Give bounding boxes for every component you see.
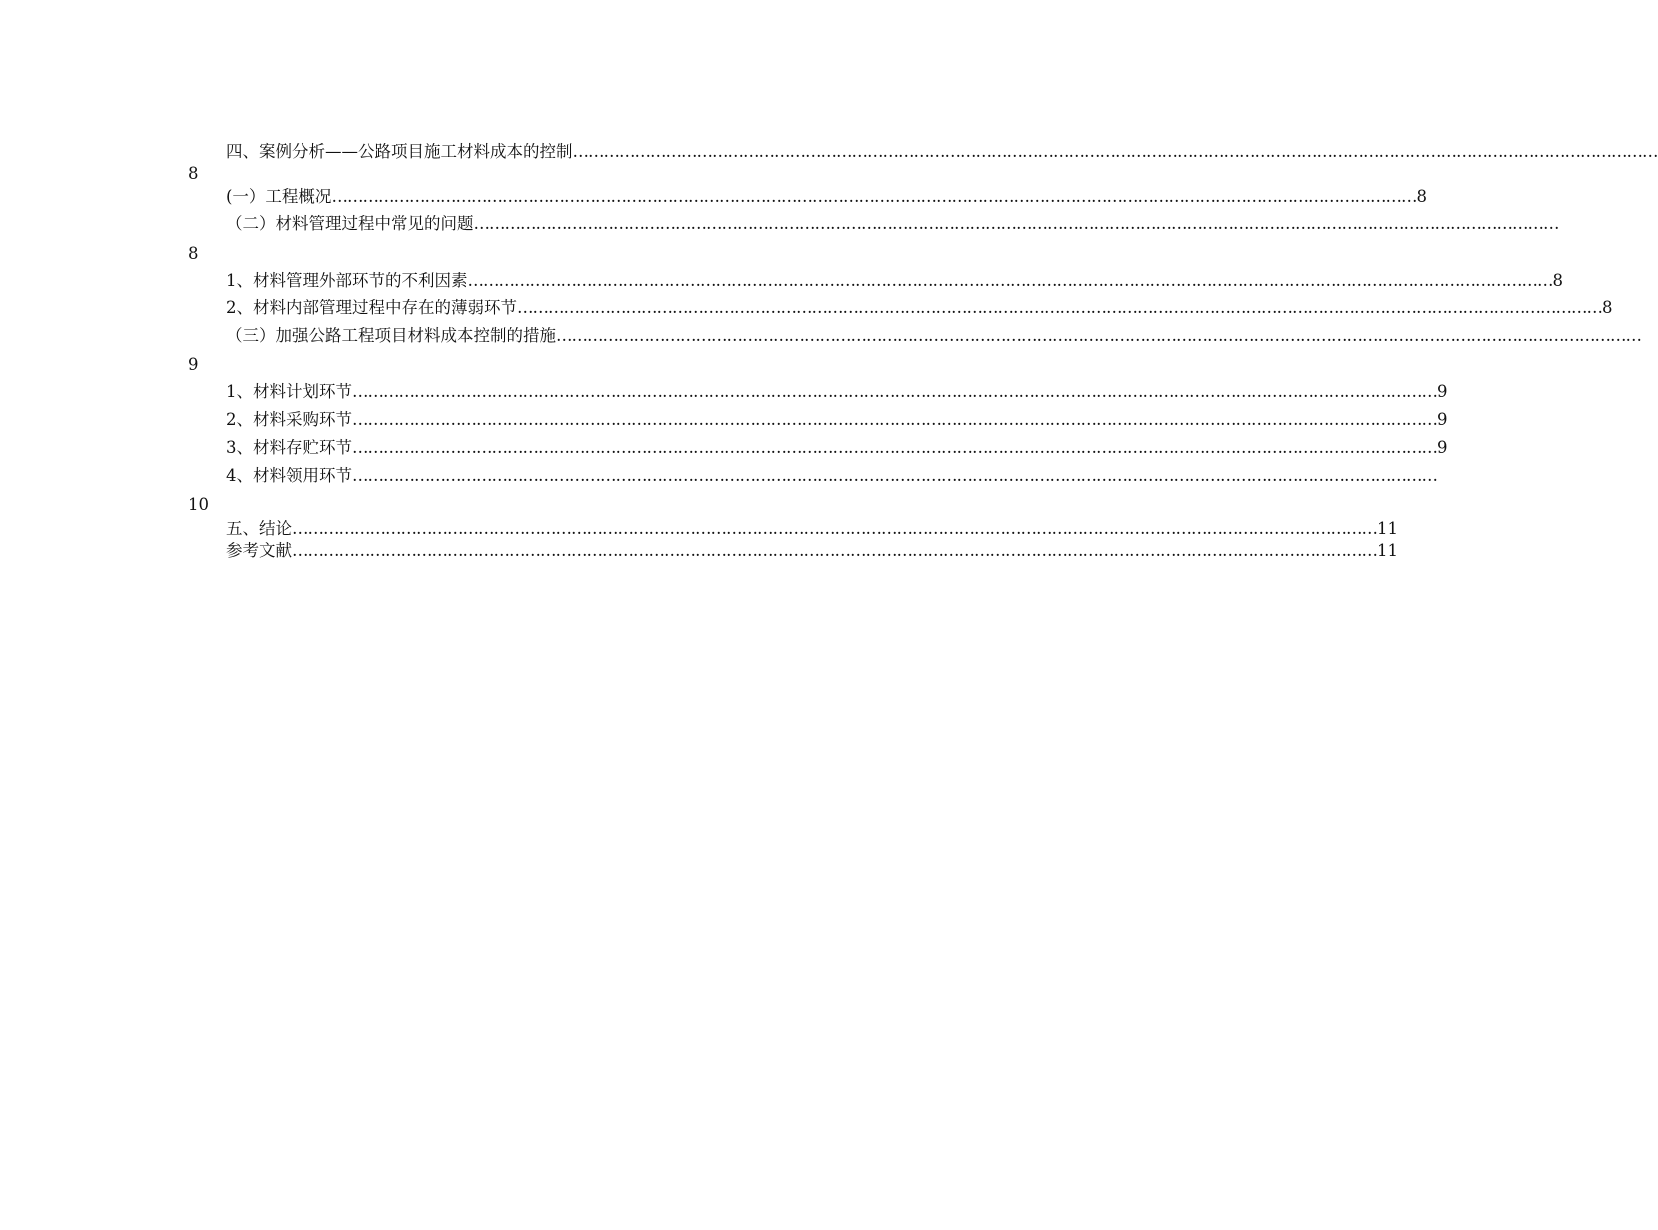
toc-entry-material-purchasing[interactable] — [226, 409, 1448, 431]
toc-leader-dots: ………………………………………………………………………………………………………………………………………………………………………………………… — [331, 187, 1417, 206]
toc-entry-material-requisition[interactable] — [226, 465, 1437, 487]
toc-leader-dots: ………………………………………………………………………………………………………………………………………………………………………………………… — [352, 466, 1437, 485]
toc-entry-title: （三）加强公路工程项目材料成本控制的措施 — [226, 326, 556, 345]
toc-entry-external-factors[interactable] — [226, 270, 1563, 292]
toc-page-number: 8 — [1552, 271, 1563, 290]
toc-entry-project-overview[interactable] — [226, 186, 1427, 208]
toc-leader-dots: ………………………………………………………………………………………………………………………………………………………………………………………… — [292, 541, 1377, 560]
toc-entry-references[interactable] — [226, 540, 1398, 562]
toc-page-number: 9 — [1437, 438, 1448, 457]
toc-page-number: 11 — [1377, 541, 1398, 560]
toc-entry-material-storage[interactable] — [226, 437, 1448, 459]
toc-entry-internal-weak-links[interactable] — [226, 297, 1613, 319]
toc-entry-control-measures[interactable] — [226, 325, 1641, 347]
toc-page-number: 8 — [1602, 298, 1613, 317]
toc-entry-title: 4、材料领用环节 — [226, 466, 352, 485]
toc-page-number: 11 — [1377, 519, 1398, 538]
toc-entry-title: (一）工程概况 — [226, 187, 332, 206]
toc-entry-material-planning[interactable] — [226, 381, 1448, 403]
toc-page-number: 8 — [1416, 187, 1427, 206]
toc-leader-dots: ………………………………………………………………………………………………………………………………………………………………………………………… — [473, 214, 1559, 233]
toc-page-number: 9 — [188, 355, 199, 374]
toc-leader-dots: ………………………………………………………………………………………………………………………………………………………………………………………… — [517, 298, 1602, 317]
toc-leader-dots: ………………………………………………………………………………………………………………………………………………………………………………………… — [352, 438, 1437, 457]
toc-entry-common-problems[interactable] — [226, 213, 1559, 235]
toc-leader-dots: ………………………………………………………………………………………………………………………………………………………………………………………… — [572, 142, 1658, 161]
toc-entry-title: 2、材料内部管理过程中存在的薄弱环节 — [226, 298, 517, 317]
toc-entry-title: 1、材料计划环节 — [226, 382, 352, 401]
toc-page-number: 8 — [188, 244, 199, 263]
toc-entry-title: 四、案例分析——公路项目施工材料成本的控制 — [226, 142, 573, 161]
toc-entry-title: （二）材料管理过程中常见的问题 — [226, 214, 474, 233]
toc-leader-dots: ………………………………………………………………………………………………………………………………………………………………………………………… — [556, 326, 1641, 345]
toc-entry-conclusion[interactable] — [226, 518, 1398, 540]
toc-page-number: 9 — [1437, 382, 1448, 401]
toc-page-number: 8 — [188, 164, 199, 183]
toc-entry-title: 参考文献 — [226, 541, 292, 560]
toc-entry-case-analysis[interactable] — [226, 141, 1658, 163]
toc-leader-dots: ………………………………………………………………………………………………………………………………………………………………………………………… — [352, 382, 1437, 401]
toc-entry-title: 2、材料采购环节 — [226, 410, 352, 429]
toc-entry-title: 五、结论 — [226, 519, 292, 538]
toc-leader-dots: ………………………………………………………………………………………………………………………………………………………………………………………… — [467, 271, 1553, 290]
toc-entry-title: 1、材料管理外部环节的不利因素 — [226, 271, 468, 290]
toc-leader-dots: ………………………………………………………………………………………………………………………………………………………………………………………… — [292, 519, 1377, 538]
toc-entry-title: 3、材料存贮环节 — [226, 438, 352, 457]
toc-leader-dots: ………………………………………………………………………………………………………………………………………………………………………………………… — [352, 410, 1437, 429]
toc-page-number: 9 — [1437, 410, 1448, 429]
toc-page-number: 10 — [188, 495, 209, 514]
